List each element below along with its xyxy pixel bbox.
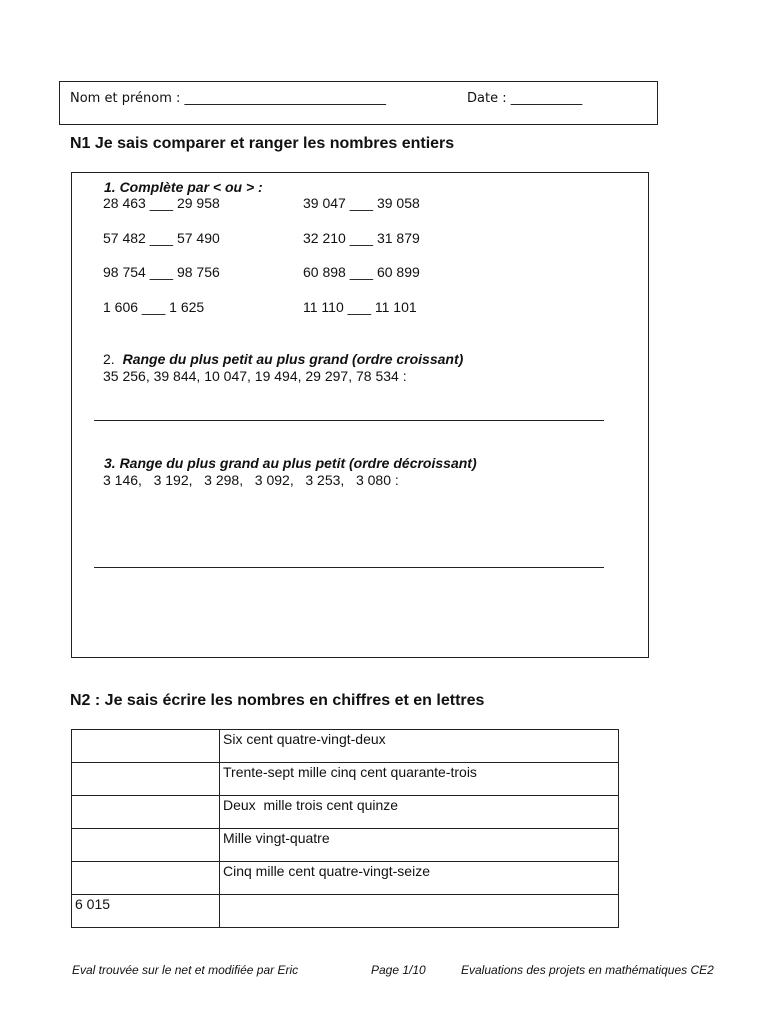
section-n1-title: N1 Je sais comparer et ranger les nombres entiers [70,135,455,152]
q1-item: 11 110 ___ 11 101 [303,299,417,315]
table-row [72,763,619,796]
student-info-box [59,81,658,125]
table-cell-digits [72,763,220,796]
date-field-label: Date : ___________ [467,91,583,106]
table-cell-digits [72,796,220,829]
table-cell-digits [72,730,220,763]
q1-item: 28 463 ___ 29 958 [103,195,220,211]
table-cell-words [220,895,619,928]
table-cell-words: Trente-sept mille cinq cent quarante-trois [220,763,619,796]
q2-title: Range du plus petit au plus grand (ordre croissant) [122,351,464,367]
table-cell-words: Deux mille trois cent quinze [220,796,619,829]
footer-page-number: Page 1/10 [371,963,426,977]
table-row [72,796,619,829]
section-n1-box [71,172,649,658]
table-cell-words: Six cent quatre-vingt-deux [220,730,619,763]
section-n2-title: N2 : Je sais écrire les nombres en chiffres et en lettres [70,692,485,709]
footer-document-title: Evaluations des projets en mathématiques CE2 [461,963,714,977]
table-cell-digits: 6 015 [72,895,220,928]
q3-title: 3. Range du plus grand au plus petit (ordre décroissant) [104,455,477,471]
q2-heading [103,351,463,367]
q2-numbers: 35 256, 39 844, 10 047, 19 494, 29 297, 78 534 : [103,368,407,384]
q2-number: 2. [103,351,115,367]
q1-item: 57 482 ___ 57 490 [103,230,220,246]
table-row [72,862,619,895]
table-cell-digits [72,829,220,862]
q1-item: 32 210 ___ 31 879 [303,230,420,246]
table-row [72,829,619,862]
footer-source: Eval trouvée sur le net et modifiée par Eric [72,963,299,977]
table-cell-words: Cinq mille cent quatre-vingt-seize [220,862,619,895]
q2-answer-line [94,420,604,421]
table-cell-words: Mille vingt-quatre [220,829,619,862]
q1-item: 98 754 ___ 98 756 [103,264,220,280]
q1-title: 1. Complète par < ou > : [104,179,263,195]
table-cell-digits [72,862,220,895]
q1-item: 60 898 ___ 60 899 [303,264,420,280]
table-row [72,730,619,763]
numbers-writing-table [71,729,619,928]
table-row [72,895,619,928]
q1-item: 1 606 ___ 1 625 [103,299,205,315]
name-field-label: Nom et prénom : _______________________________ [70,91,387,106]
q3-numbers: 3 146, 3 192, 3 298, 3 092, 3 253, 3 080 : [103,472,399,488]
q1-item: 39 047 ___ 39 058 [303,195,420,211]
q3-answer-line [94,567,604,568]
